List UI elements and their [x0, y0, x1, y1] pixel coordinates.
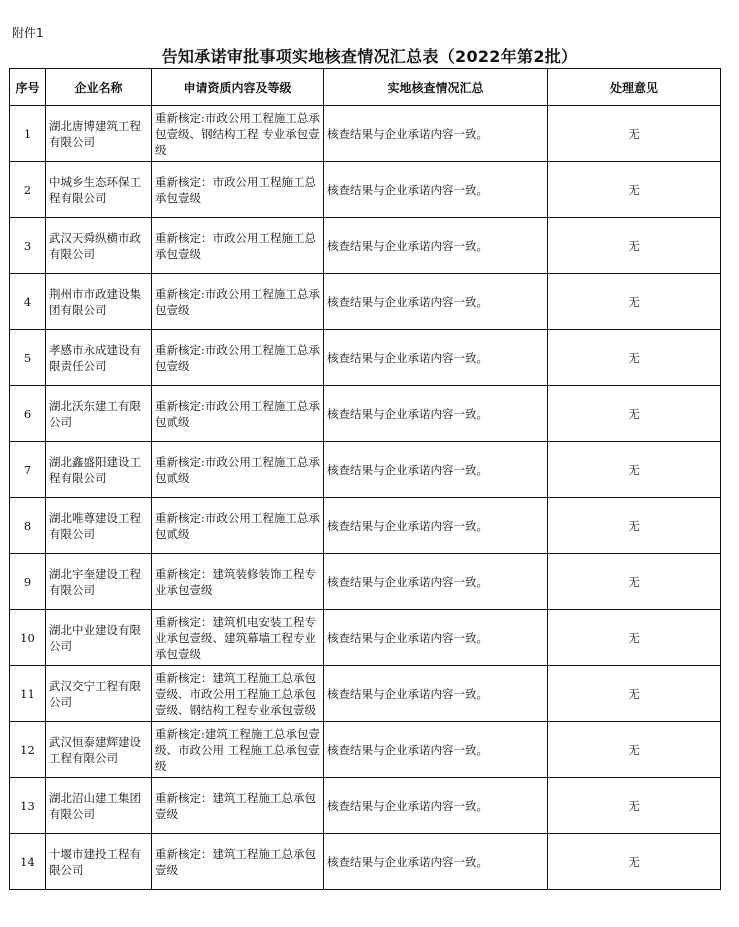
verification-summary-table: [9, 68, 721, 890]
row-verification-summary: 核查结果与企业承诺内容一致。: [324, 666, 548, 722]
row-company-name: 湖北宇奎建设工程有限公司: [46, 554, 152, 610]
table-row: [10, 106, 721, 162]
row-opinion: 无: [548, 610, 721, 666]
table-row: [10, 722, 721, 778]
row-qualification: 重新核定：建筑装修装饰工程专业承包壹级: [152, 554, 324, 610]
row-seq: 9: [10, 554, 46, 610]
row-company-name: 湖北沃东建工有限公司: [46, 386, 152, 442]
header-company: 企业名称: [46, 69, 152, 106]
row-seq: 4: [10, 274, 46, 330]
table-row: [10, 666, 721, 722]
row-qualification: 重新核定：建筑机电安装工程专业承包壹级、建筑幕墙工程专业承包壹级: [152, 610, 324, 666]
table-row: [10, 386, 721, 442]
row-qualification: 重新核定:市政公用工程施工总承包贰级: [152, 386, 324, 442]
table-row: [10, 442, 721, 498]
table-row: [10, 834, 721, 890]
row-qualification: 重新核定:市政公用工程施工总承包壹级: [152, 330, 324, 386]
table-body: [10, 106, 721, 890]
row-opinion: 无: [548, 442, 721, 498]
table-row: [10, 498, 721, 554]
header-opinion: 处理意见: [548, 69, 721, 106]
header-seq: 序号: [10, 69, 46, 106]
row-seq: 11: [10, 666, 46, 722]
row-seq: 6: [10, 386, 46, 442]
row-opinion: 无: [548, 330, 721, 386]
table-row: [10, 330, 721, 386]
row-opinion: 无: [548, 274, 721, 330]
row-company-name: 湖北唐博建筑工程有限公司: [46, 106, 152, 162]
row-opinion: 无: [548, 834, 721, 890]
row-seq: 8: [10, 498, 46, 554]
row-opinion: 无: [548, 162, 721, 218]
row-verification-summary: 核查结果与企业承诺内容一致。: [324, 274, 548, 330]
row-opinion: 无: [548, 722, 721, 778]
header-qualification: 申请资质内容及等级: [152, 69, 324, 106]
row-qualification: 重新核定:市政公用工程施工总承包贰级: [152, 498, 324, 554]
row-company-name: 孝感市永成建设有限责任公司: [46, 330, 152, 386]
row-company-name: 中城乡生态环保工程有限公司: [46, 162, 152, 218]
row-seq: 7: [10, 442, 46, 498]
row-verification-summary: 核查结果与企业承诺内容一致。: [324, 722, 548, 778]
row-verification-summary: 核查结果与企业承诺内容一致。: [324, 610, 548, 666]
row-qualification: 重新核定:市政公用工程施工总承包贰级: [152, 442, 324, 498]
row-company-name: 荆州市市政建设集团有限公司: [46, 274, 152, 330]
row-seq: 3: [10, 218, 46, 274]
row-seq: 10: [10, 610, 46, 666]
row-qualification: 重新核定：建筑工程施工总承包壹级、市政公用工程施工总承包壹级、钢结构工程专业承包壹级: [152, 666, 324, 722]
document-title: 告知承诺审批事项实地核查情况汇总表（2022年第2批）: [161, 47, 578, 66]
row-seq: 14: [10, 834, 46, 890]
table-row: [10, 610, 721, 666]
row-verification-summary: 核查结果与企业承诺内容一致。: [324, 106, 548, 162]
row-company-name: 湖北唯尊建设工程有限公司: [46, 498, 152, 554]
row-company-name: 十堰市建投工程有限公司: [46, 834, 152, 890]
row-opinion: 无: [548, 498, 721, 554]
row-verification-summary: 核查结果与企业承诺内容一致。: [324, 442, 548, 498]
table-row: [10, 274, 721, 330]
row-company-name: 湖北沼山建工集团有限公司: [46, 778, 152, 834]
row-seq: 2: [10, 162, 46, 218]
row-company-name: 武汉恒泰建辉建设工程有限公司: [46, 722, 152, 778]
row-company-name: 武汉天舜纵横市政有限公司: [46, 218, 152, 274]
table-row: [10, 778, 721, 834]
row-verification-summary: 核查结果与企业承诺内容一致。: [324, 834, 548, 890]
row-verification-summary: 核查结果与企业承诺内容一致。: [324, 162, 548, 218]
row-opinion: 无: [548, 218, 721, 274]
row-opinion: 无: [548, 666, 721, 722]
table-row: [10, 218, 721, 274]
row-verification-summary: 核查结果与企业承诺内容一致。: [324, 554, 548, 610]
row-qualification: 重新核定：市政公用工程施工总承包壹级: [152, 162, 324, 218]
row-opinion: 无: [548, 106, 721, 162]
row-qualification: 重新核定:市政公用工程施工总承包壹级: [152, 274, 324, 330]
row-seq: 5: [10, 330, 46, 386]
row-verification-summary: 核查结果与企业承诺内容一致。: [324, 218, 548, 274]
row-verification-summary: 核查结果与企业承诺内容一致。: [324, 386, 548, 442]
row-qualification: 重新核定:市政公用工程施工总承包壹级、钢结构工程 专业承包壹级: [152, 106, 324, 162]
row-company-name: 湖北鑫盛阳建设工程有限公司: [46, 442, 152, 498]
row-seq: 13: [10, 778, 46, 834]
row-verification-summary: 核查结果与企业承诺内容一致。: [324, 778, 548, 834]
table-row: [10, 554, 721, 610]
row-qualification: 重新核定：建筑工程施工总承包壹级: [152, 778, 324, 834]
row-company-name: 武汉交宁工程有限公司: [46, 666, 152, 722]
attachment-label: 附件1: [12, 26, 44, 40]
row-qualification: 重新核定：建筑工程施工总承包壹级: [152, 834, 324, 890]
row-seq: 12: [10, 722, 46, 778]
header-summary: 实地核查情况汇总: [324, 69, 548, 106]
table-header-row: [10, 69, 721, 106]
row-qualification: 重新核定：市政公用工程施工总承包壹级: [152, 218, 324, 274]
row-verification-summary: 核查结果与企业承诺内容一致。: [324, 498, 548, 554]
row-opinion: 无: [548, 778, 721, 834]
table-row: [10, 162, 721, 218]
row-qualification: 重新核定:建筑工程施工总承包壹级、市政公用 工程施工总承包壹级: [152, 722, 324, 778]
row-opinion: 无: [548, 386, 721, 442]
row-company-name: 湖北中业建设有限公司: [46, 610, 152, 666]
row-seq: 1: [10, 106, 46, 162]
row-verification-summary: 核查结果与企业承诺内容一致。: [324, 330, 548, 386]
row-opinion: 无: [548, 554, 721, 610]
